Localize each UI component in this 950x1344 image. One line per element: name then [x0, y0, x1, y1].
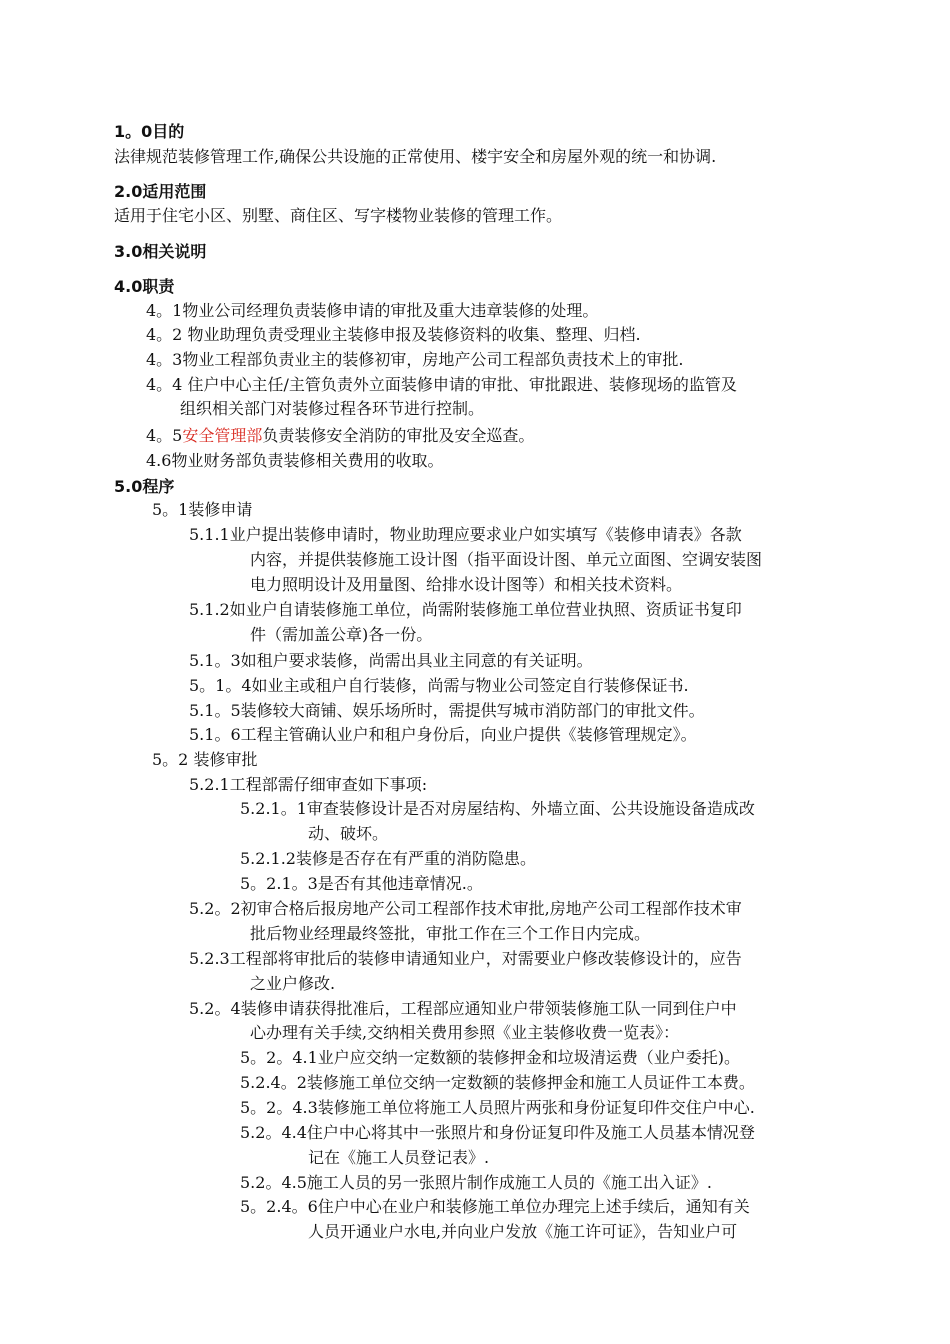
list-item-continued: 动、破坏。 [308, 824, 389, 843]
list-item: 5.2.1工程部需仔细审查如下事项: [189, 775, 428, 794]
list-item: 5.2。4.5施工人员的另一张照片制作成施工人员的《施工出入证》. [240, 1173, 712, 1192]
list-item-continued: 批后物业经理最终签批，审批工作在三个工作日内完成。 [250, 924, 651, 943]
highlighted-department: 安全管理部 [182, 426, 263, 445]
list-item: 5.1.1业户提出装修申请时，物业助理应要求业户如实填写《装修申请表》各款 [189, 525, 742, 544]
list-item: 4。2 物业助理负责受理业主装修申报及装修资料的收集、整理、归档. [146, 325, 641, 344]
list-item-continued: 人员开通业户水电,并向业户发放《施工许可证》，告知业户可 [308, 1222, 738, 1241]
list-item [146, 425, 534, 447]
list-item: 5.1。3如租户要求装修，尚需出具业主同意的有关证明。 [189, 651, 593, 670]
list-item: 4。3物业工程部负责业主的装修初审，房地产公司工程部负责技术上的审批. [146, 350, 684, 369]
section-heading: 4.0职责 [114, 277, 175, 296]
list-item: 5。2.1。3是否有其他违章情况.。 [240, 874, 483, 893]
paragraph: 法律规范装修管理工作,确保公共设施的正常使用、楼宇安全和房屋外观的统一和协调. [114, 147, 717, 166]
list-item-continued: 之业户修改. [250, 974, 336, 993]
list-item: 5。2.4。6住户中心在业户和装修施工单位办理完上述手续后，通知有关 [240, 1197, 750, 1216]
subsection-heading: 5。1装修申请 [152, 500, 253, 519]
list-item: 5.2.4。2装修施工单位交纳一定数额的装修押金和施工人员证件工本费。 [240, 1073, 755, 1092]
list-item: 5.2.1。1审查装修设计是否对房屋结构、外墙立面、公共设施设备造成改 [240, 799, 755, 818]
list-item: 5.1.2如业户自请装修施工单位，尚需附装修施工单位营业执照、资质证书复印 [189, 600, 742, 619]
list-item: 5。2。4.3装修施工单位将施工人员照片两张和身份证复印件交住户中心. [240, 1098, 755, 1117]
list-item: 5.2.3工程部将审批后的装修申请通知业户，对需要业户修改装修设计的，应告 [189, 949, 742, 968]
paragraph: 适用于住宅小区、别墅、商住区、写字楼物业装修的管理工作。 [114, 206, 563, 225]
item-text: 负责装修安全消防的审批及安全巡查。 [262, 426, 535, 445]
list-item-continued: 件（需加盖公章)各一份。 [250, 625, 433, 644]
list-item: 5.1。5装修较大商铺、娱乐场所时，需提供写城市消防部门的审批文件。 [189, 701, 705, 720]
list-item-continued: 组织相关部门对装修过程各环节进行控制。 [180, 399, 485, 418]
subsection-heading: 5。2 装修审批 [152, 750, 258, 769]
list-item: 5。1。4如业主或租户自行装修，尚需与物业公司签定自行装修保证书. [189, 676, 689, 695]
list-item-continued: 电力照明设计及用量图、给排水设计图等）和相关技术资料。 [250, 575, 683, 594]
item-number: 4。5 [146, 426, 183, 445]
list-item: 5.2.1.2装修是否存在有严重的消防隐患。 [240, 849, 536, 868]
section-heading: 1。0目的 [114, 122, 185, 141]
list-item: 5.1。6工程主管确认业户和租户身份后，向业户提供《装修管理规定》。 [189, 725, 697, 744]
list-item: 5.2。4装修申请获得批准后，工程部应通知业户带领装修施工队一同到住户中 [189, 999, 737, 1018]
list-item-continued: 记在《施工人员登记表》. [308, 1148, 490, 1167]
list-item-continued: 心办理有关手续,交纳相关费用参照《业主装修收费一览表》： [250, 1023, 680, 1042]
list-item: 4.6物业财务部负责装修相关费用的收取。 [146, 451, 444, 470]
list-item-continued: 内容，并提供装修施工设计图（指平面设计图、单元立面图、空调安装图 [250, 550, 763, 569]
section-heading: 3.0相关说明 [114, 242, 207, 261]
list-item: 4。4 住户中心主任/主管负责外立面装修申请的审批、审批跟进、装修现场的监管及 [146, 375, 737, 394]
section-heading: 5.0程序 [114, 477, 175, 496]
list-item: 4。1物业公司经理负责装修申请的审批及重大违章装修的处理。 [146, 301, 599, 320]
list-item: 5.2。2初审合格后报房地产公司工程部作技术审批,房地产公司工程部作技术审 [189, 899, 742, 918]
section-heading: 2.0适用范围 [114, 182, 207, 201]
list-item: 5.2。4.4住户中心将其中一张照片和身份证复印件及施工人员基本情况登 [240, 1123, 755, 1142]
list-item: 5。2。4.1业户应交纳一定数额的装修押金和垃圾清运费（业户委托)。 [240, 1048, 741, 1067]
